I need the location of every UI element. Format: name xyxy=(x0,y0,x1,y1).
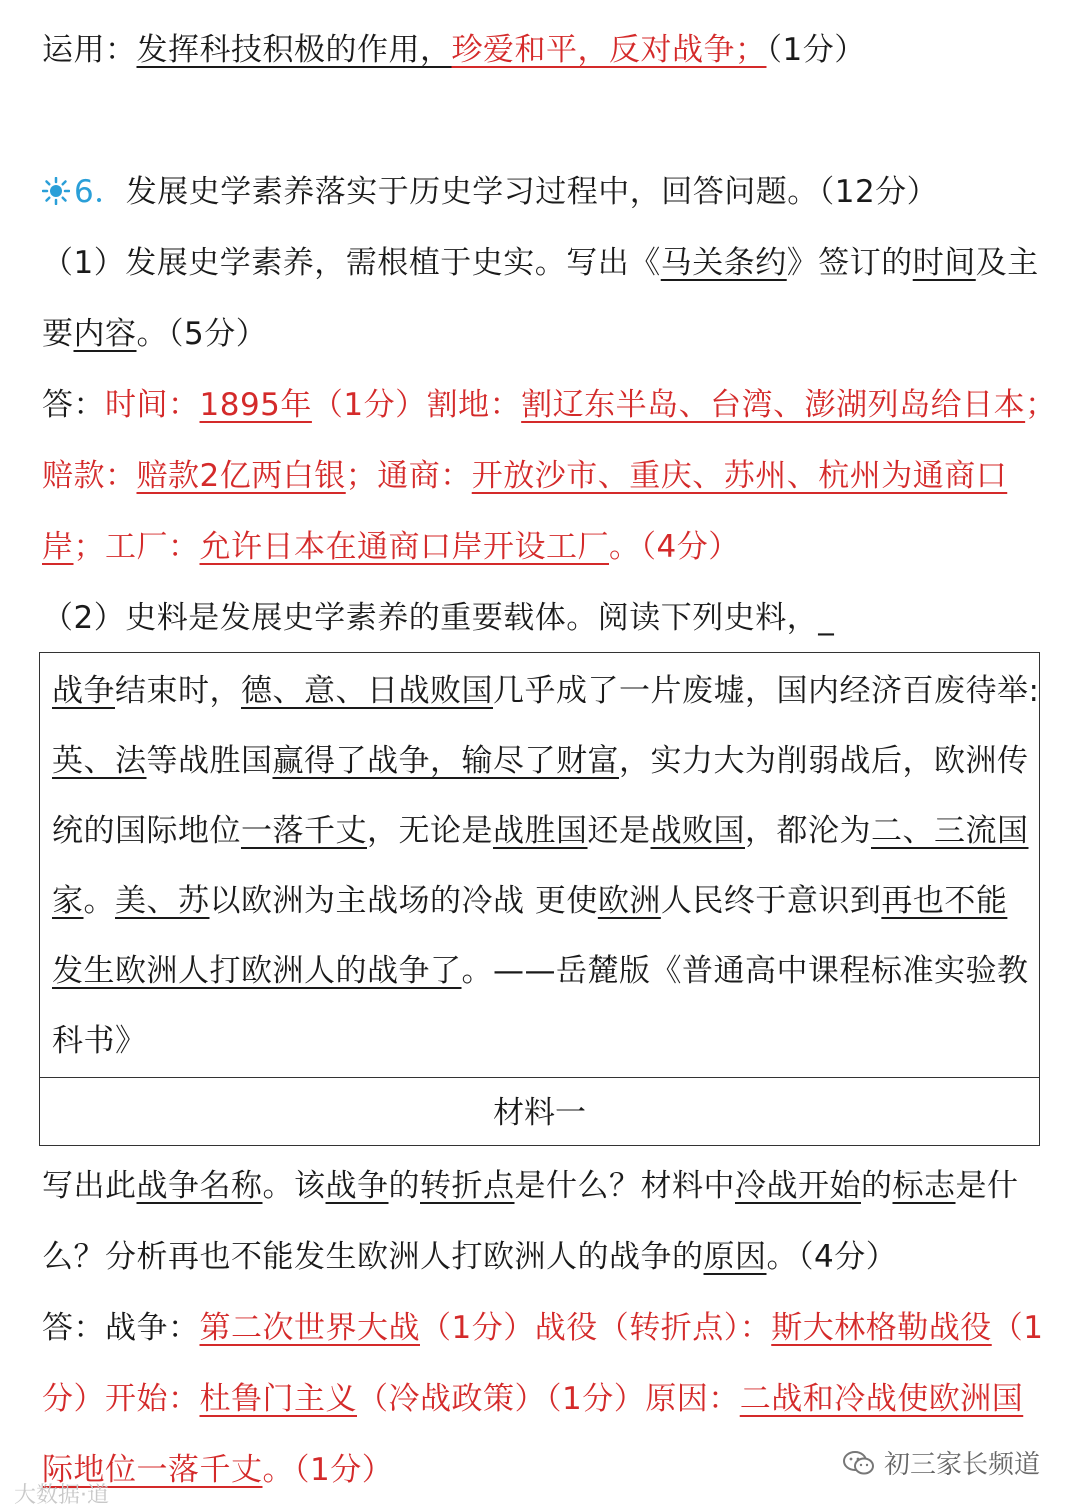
text: ，实力大为削弱战后，欧洲传 xyxy=(619,743,1029,779)
text: 战争名称 xyxy=(136,1168,263,1204)
text: 美、苏 xyxy=(115,883,210,919)
text: 一落千丈 xyxy=(241,813,367,849)
text: （1）发展史学素养，需根植于史实。写出《 xyxy=(42,245,661,281)
keyword-content: 内容 xyxy=(73,316,137,352)
trade-value-end: 岸 xyxy=(42,529,74,565)
text: 欧洲 xyxy=(597,883,661,919)
land-label: 割地： xyxy=(426,387,522,423)
subquestion-2-line-1 xyxy=(42,1166,1042,1206)
sun-icon xyxy=(42,177,70,205)
answer-1-line-3 xyxy=(42,527,1042,567)
text: 。 xyxy=(83,883,115,919)
answer-2-line-1 xyxy=(42,1308,1042,1348)
material-line-2 xyxy=(52,741,1029,781)
site-watermark: 大数据·道 xyxy=(14,1483,109,1508)
text: 发生欧洲人打欧洲人的战争了 xyxy=(52,953,462,989)
text: 转折点 xyxy=(420,1168,515,1204)
text: 写出此 xyxy=(42,1168,137,1204)
material-line-1 xyxy=(52,671,1039,711)
factory-label: ；工厂： xyxy=(73,529,200,565)
text: 等战胜国 xyxy=(146,743,273,779)
text: 是什 xyxy=(955,1168,1019,1204)
answer-2-line-2 xyxy=(42,1379,1042,1419)
text: 的 xyxy=(861,1168,893,1204)
text: 冷战开始 xyxy=(735,1168,861,1204)
score: （1 xyxy=(991,1310,1044,1346)
land-value: 割辽东半岛、台湾、澎湖列岛给日本 xyxy=(521,387,1026,423)
text: 战败国 xyxy=(650,813,745,849)
factory-value: 允许日本在通商口岸开设工厂 xyxy=(199,529,609,565)
trade-value: 开放沙市、重庆、苏州、杭州为通商口 xyxy=(471,458,1008,494)
subquestion-2-line-2 xyxy=(42,1237,1042,1277)
material-line-4 xyxy=(52,881,1007,921)
answer-1-line-1 xyxy=(42,385,1057,425)
text: 是什么？材料中 xyxy=(514,1168,735,1204)
text: （2）史料是发展史学素养的重要载体。阅读下列史料，_ xyxy=(42,600,835,636)
text: 还是 xyxy=(587,813,651,849)
question-6-title xyxy=(42,172,1042,212)
text: 及主 xyxy=(975,245,1039,281)
text: 英、法 xyxy=(52,743,147,779)
text: 分）开始： xyxy=(42,1381,200,1417)
apply-score: （1分） xyxy=(766,32,866,68)
material-divider xyxy=(40,1077,1039,1078)
text: 战争 xyxy=(52,673,115,709)
channel-watermark xyxy=(842,1444,1040,1481)
text: 几乎成了一片废墟，国内经济百废待举: xyxy=(493,673,1040,709)
trade-label: ；通商： xyxy=(345,458,472,494)
punct: ； xyxy=(1025,387,1057,423)
apply-line xyxy=(42,30,1042,70)
apply-answer-2: 珍爱和平，反对战争； xyxy=(451,32,767,68)
reason-end: 际地位一落千丈 xyxy=(42,1452,263,1488)
text: 。（5分） xyxy=(136,316,268,352)
time-value: 1895年 xyxy=(199,387,312,423)
material-caption: 材料一 xyxy=(493,1095,586,1131)
text: 再也不能 xyxy=(881,883,1008,919)
reason: 二战和冷战使欧洲国 xyxy=(739,1381,1024,1417)
text: 以欧洲为主战场的冷战 更使 xyxy=(209,883,598,919)
answer-label: 答： xyxy=(42,387,105,423)
time-label: 时间： xyxy=(105,387,200,423)
subquestion-2-intro xyxy=(42,598,1042,638)
text: 二、三流国 xyxy=(871,813,1029,849)
material-line-6 xyxy=(52,1021,147,1061)
text: ，无论是 xyxy=(367,813,493,849)
text: 德、意、日战败国 xyxy=(241,673,493,709)
text: 》签订的 xyxy=(786,245,913,281)
text: 么？分析再也不能发生欧洲人打欧洲人的战争的 xyxy=(42,1239,704,1275)
subquestion-1-line-2 xyxy=(42,314,1042,354)
text: 要 xyxy=(42,316,74,352)
treaty-name: 马关条约 xyxy=(660,245,787,281)
battle-name: 斯大林格勒战役 xyxy=(771,1310,992,1346)
question-number: 6． xyxy=(74,174,126,210)
text: 战争 xyxy=(325,1168,389,1204)
text: ，都沦为 xyxy=(745,813,871,849)
score: （1分） xyxy=(311,387,427,423)
text: 。该 xyxy=(262,1168,326,1204)
answer-label: 答：战争： xyxy=(42,1310,200,1346)
text: 原因 xyxy=(703,1239,767,1275)
wechat-icon xyxy=(842,1450,876,1476)
subquestion-1-line-1 xyxy=(42,243,1042,283)
text: 标志 xyxy=(892,1168,956,1204)
text: 人民终于意识到 xyxy=(660,883,882,919)
score: 。（4分） xyxy=(609,529,740,565)
text: （冷战政策）（1分）原因： xyxy=(357,1381,740,1417)
indemnity-value: 赔款2亿两白银 xyxy=(136,458,346,494)
apply-label: 运用： xyxy=(42,32,137,68)
channel-name: 初三家长频道 xyxy=(884,1450,1041,1480)
text: 。——岳麓版《普通高中课程标准实验教 xyxy=(461,953,1029,989)
text: 结束时， xyxy=(115,673,241,709)
question-text: 发展史学素养落实于历史学习过程中，回答问题。（12分） xyxy=(125,174,939,210)
text: 。（4分） xyxy=(766,1239,898,1275)
war-name: 第二次世界大战 xyxy=(199,1310,420,1346)
text: 统的国际地位 xyxy=(52,813,241,849)
text: 战胜国 xyxy=(493,813,588,849)
answer-1-line-2 xyxy=(42,456,1042,496)
text: （1分）战役（转折点）： xyxy=(420,1310,772,1346)
text: 科书》 xyxy=(52,1023,147,1059)
text: 的 xyxy=(388,1168,420,1204)
material-box xyxy=(39,652,1040,1146)
doctrine-name: 杜鲁门主义 xyxy=(199,1381,357,1417)
apply-answer-1: 发挥科技积极的作用， xyxy=(136,32,452,68)
text: 赢得了战争，输尽了财富 xyxy=(272,743,619,779)
material-line-5 xyxy=(52,951,1029,991)
text: 家 xyxy=(52,883,84,919)
keyword-time: 时间 xyxy=(912,245,976,281)
score: 。（1分） xyxy=(262,1452,394,1488)
indemnity-label: 赔款： xyxy=(42,458,137,494)
material-line-3 xyxy=(52,811,1029,851)
